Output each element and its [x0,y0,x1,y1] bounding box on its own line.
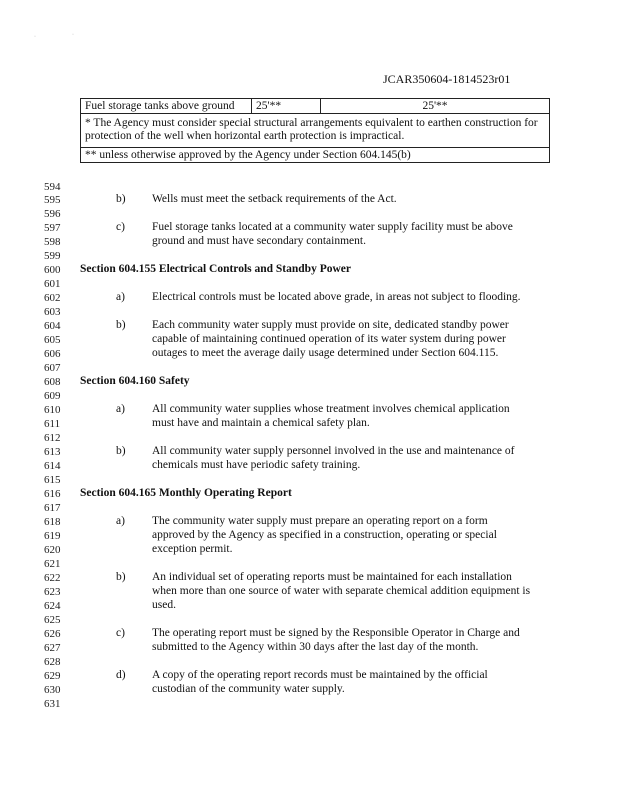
paragraph-line: when more than one source of water with separate chemical addition equipment is [152,585,531,597]
line-number: 629 [44,670,61,682]
line-number: 604 [44,320,61,332]
item-label: a) [116,291,125,303]
section-heading: Section 604.160 Safety [80,375,190,387]
table-row [81,148,550,163]
line-number: 599 [44,250,61,262]
table-footnote-1: * The Agency must consider special structural arrangements equivalent to earthen construction for protection of the well when horizontal earth protection is impractical. [81,114,550,148]
scan-speck: · [34,34,36,40]
item-label: c) [116,627,125,639]
paragraph: Wells must meet the setback requirements of the Act. [152,193,397,205]
line-number: 622 [44,572,61,584]
item-label: d) [116,669,126,681]
line-number: 618 [44,516,61,528]
line-number: 615 [44,474,61,486]
line-number: 611 [44,418,61,430]
paragraph-line: custodian of the community water supply. [152,683,345,695]
line-number: 626 [44,628,61,640]
paragraph-line: All community water supplies whose treatment involves chemical application [152,403,510,415]
line-number: 608 [44,376,61,388]
table-footnote-2: ** unless otherwise approved by the Agency under Section 604.145(b) [81,148,550,163]
line-number: 613 [44,446,61,458]
line-number: 628 [44,656,61,668]
line-number: 620 [44,544,61,556]
table-cell-item: Fuel storage tanks above ground [81,99,252,114]
line-number: 623 [44,586,61,598]
table-cell-distance-2: 25'** [321,99,550,114]
line-number: 617 [44,502,61,514]
document-id: JCAR350604-1814523r01 [383,72,511,86]
paragraph-line: The operating report must be signed by the Responsible Operator in Charge and [152,627,520,639]
paragraph-line: The community water supply must prepare an operating report on a form [152,515,488,527]
line-number: 614 [44,460,61,472]
paragraph-line: outages to meet the average daily usage determined under Section 604.115. [152,347,499,359]
paragraph-line: Each community water supply must provide on site, dedicated standby power [152,319,509,331]
line-number: 612 [44,432,61,444]
line-number: 616 [44,488,61,500]
item-label: b) [116,319,126,331]
line-number: 594 [44,181,61,193]
paragraph-line: must have and maintain a chemical safety plan. [152,417,370,429]
paragraph-line: used. [152,599,176,611]
item-label: b) [116,445,126,457]
line-number: 605 [44,334,61,346]
paragraph-line: chemicals must have periodic safety training. [152,459,361,471]
scan-speck: · [72,32,74,38]
line-number: 606 [44,348,61,360]
paragraph-line: approved by the Agency as specified in a construction, operating or special [152,529,497,541]
line-number: 619 [44,530,61,542]
line-number: 602 [44,292,61,304]
line-number: 595 [44,194,61,206]
paragraph-line: submitted to the Agency within 30 days after the last day of the month. [152,641,479,653]
line-number: 631 [44,698,61,710]
line-number: 601 [44,278,61,290]
paragraph: Electrical controls must be located above grade, in areas not subject to flooding. [152,291,521,303]
item-label: a) [116,515,125,527]
line-number: 596 [44,208,61,220]
line-number: 609 [44,390,61,402]
setback-table [80,98,550,163]
item-label: b) [116,193,126,205]
section-heading: Section 604.165 Monthly Operating Report [80,487,292,499]
paragraph-line: A copy of the operating report records must be maintained by the official [152,669,488,681]
line-number: 630 [44,684,61,696]
line-number: 624 [44,600,61,612]
line-number: 600 [44,264,61,276]
paragraph-line: Fuel storage tanks located at a community water supply facility must be above [152,221,513,233]
paragraph-line: All community water supply personnel involved in the use and maintenance of [152,445,515,457]
item-label: b) [116,571,126,583]
line-number: 603 [44,306,61,318]
line-number: 621 [44,558,61,570]
paragraph-line: An individual set of operating reports must be maintained for each installation [152,571,512,583]
item-label: a) [116,403,125,415]
line-number: 625 [44,614,61,626]
line-number: 598 [44,236,61,248]
line-number: 610 [44,404,61,416]
section-heading: Section 604.155 Electrical Controls and Standby Power [80,263,351,275]
line-number: 607 [44,362,61,374]
line-number: 627 [44,642,61,654]
paragraph-line: ground and must have secondary containment. [152,235,366,247]
paragraph-line: exception permit. [152,543,233,555]
line-number: 597 [44,222,61,234]
table-cell-distance-1: 25'** [252,99,321,114]
item-label: c) [116,221,125,233]
paragraph-line: capable of maintaining continued operation of its water system during power [152,333,506,345]
table-row [81,99,550,114]
table-row [81,114,550,148]
